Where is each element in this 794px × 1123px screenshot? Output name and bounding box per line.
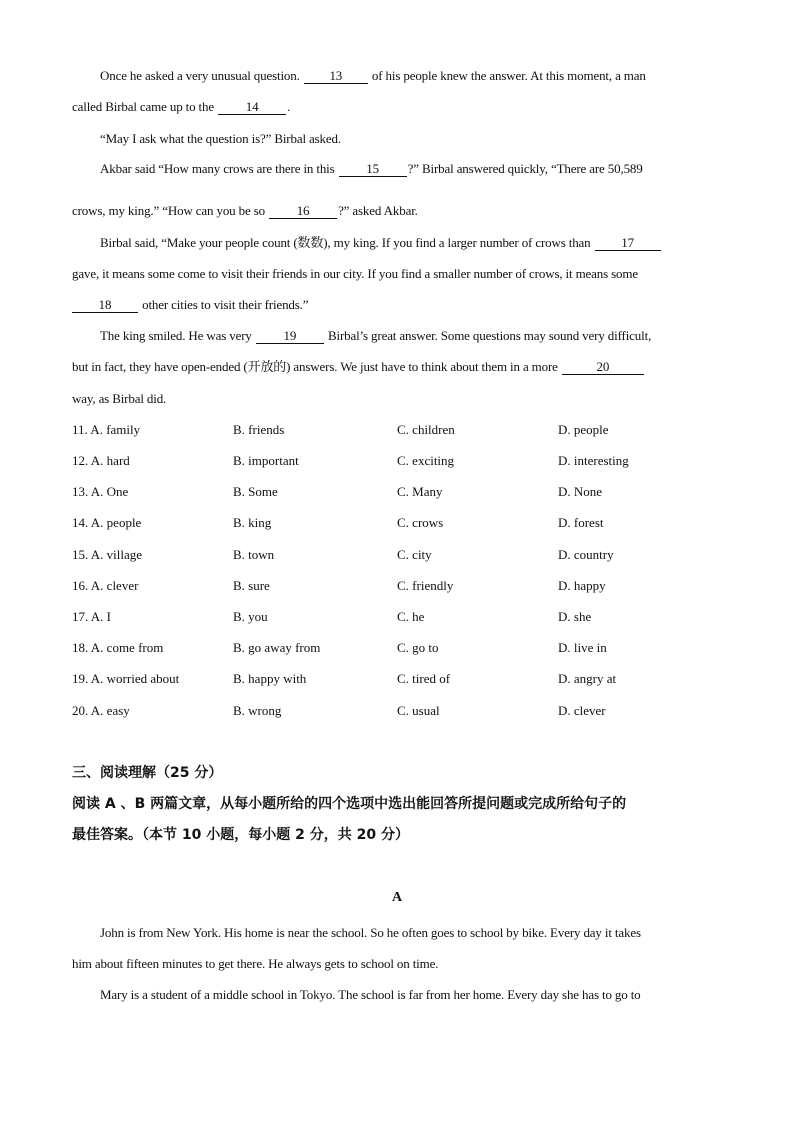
option-d: D. forest — [558, 515, 604, 530]
option-c: C. crows — [397, 515, 444, 530]
option-b: B. wrong — [233, 703, 282, 718]
option-a: 11. A. family — [72, 422, 141, 437]
passage-line-8 — [72, 296, 722, 314]
text: but in fact, they have open-ended (开放的) answers. We just have to think about them in a more — [72, 359, 561, 374]
option-d: D. happy — [558, 578, 606, 593]
passage-line-1 — [100, 67, 720, 85]
options-row-15 — [72, 546, 722, 564]
option-c: C. friendly — [397, 578, 454, 593]
option-c: C. go to — [397, 640, 439, 655]
option-c: C. Many — [397, 484, 443, 499]
options-row-14 — [72, 514, 722, 532]
option-d: D. country — [558, 547, 614, 562]
section-instruction-line-2: 最佳答案。（本节 10 小题，每小题 2 分，共 20 分） — [72, 827, 409, 843]
option-b: B. happy with — [233, 671, 307, 686]
option-a: 12. A. hard — [72, 453, 130, 468]
option-d: D. people — [558, 422, 609, 437]
option-b: B. you — [233, 609, 268, 624]
option-b: B. important — [233, 453, 299, 468]
option-a: 15. A. village — [72, 547, 143, 562]
option-c: C. exciting — [397, 453, 455, 468]
passage-line-7: gave, it means some come to visit their friends in our city. If you find a smaller number of crows, it means some — [72, 266, 638, 281]
blank-17: 17 — [595, 235, 661, 251]
option-b: B. go away from — [233, 640, 321, 655]
section-title: 三、阅读理解（25 分） — [72, 765, 223, 781]
options-row-11 — [72, 421, 722, 439]
option-a: 19. A. worried about — [72, 671, 180, 686]
option-c: C. he — [397, 609, 425, 624]
option-d: D. angry at — [558, 671, 617, 686]
text: ?” Birbal answered quickly, “There are 50,589 — [407, 161, 643, 176]
option-b: B. friends — [233, 422, 285, 437]
passage-title-a: A — [391, 890, 403, 905]
option-a: 20. A. easy — [72, 703, 130, 718]
blank-14: 14 — [218, 99, 286, 115]
passage-line-9 — [100, 327, 720, 345]
option-d: D. interesting — [558, 453, 629, 468]
text: Once he asked a very unusual question. — [100, 68, 303, 83]
blank-15: 15 — [339, 161, 407, 177]
passage-line-5 — [72, 202, 722, 220]
passage-line-3: “May I ask what the question is?” Birbal asked. — [100, 131, 341, 146]
blank-13: 13 — [304, 68, 368, 84]
text: Birbal’s great answer. Some questions may sound very difficult, — [324, 328, 652, 343]
reading-a-line-2: him about fifteen minutes to get there. He always gets to school on time. — [72, 956, 439, 971]
options-row-18 — [72, 639, 722, 657]
text: Akbar said “How many crows are there in this — [100, 161, 338, 176]
text: called Birbal came up to the — [72, 99, 218, 114]
option-a: 16. A. clever — [72, 578, 139, 593]
options-row-19 — [72, 670, 722, 688]
options-row-20 — [72, 702, 722, 720]
option-d: D. she — [558, 609, 592, 624]
text: other cities to visit their friends.” — [139, 297, 309, 312]
option-b: B. town — [233, 547, 275, 562]
passage-line-6 — [100, 234, 720, 252]
option-d: D. None — [558, 484, 603, 499]
blank-18: 18 — [72, 297, 138, 313]
option-a: 13. A. One — [72, 484, 129, 499]
option-b: B. sure — [233, 578, 270, 593]
text: ?” asked Akbar. — [338, 203, 418, 218]
text: crows, my king.” “How can you be so — [72, 203, 269, 218]
option-c: C. tired of — [397, 671, 451, 686]
passage-line-10 — [72, 358, 722, 376]
option-a: 17. A. I — [72, 609, 111, 624]
passage-line-2 — [72, 98, 722, 116]
text: The king smiled. He was very — [100, 328, 255, 343]
text: Birbal said, “Make your people count (数数), my king. If you find a larger number of crows than — [100, 235, 594, 250]
blank-19: 19 — [256, 328, 324, 344]
option-a: 14. A. people — [72, 515, 142, 530]
option-d: D. clever — [558, 703, 606, 718]
option-b: B. king — [233, 515, 272, 530]
option-a: 18. A. come from — [72, 640, 164, 655]
blank-20: 20 — [562, 359, 644, 375]
reading-a-line-1: John is from New York. His home is near the school. So he often goes to school by bike. Every day it takes — [100, 925, 641, 940]
passage-line-4 — [100, 160, 720, 178]
option-b: B. Some — [233, 484, 278, 499]
text: . — [287, 99, 291, 114]
options-row-16 — [72, 577, 722, 595]
options-row-12 — [72, 452, 722, 470]
reading-a-line-3: Mary is a student of a middle school in Tokyo. The school is far from her home. Every day she has to go to — [100, 987, 641, 1002]
section-instruction-line-1: 阅读 A 、B 两篇文章，从每小题所给的四个选项中选出能回答所提问题或完成所给句子的 — [72, 796, 627, 812]
text: of his people knew the answer. At this moment, a man — [368, 68, 646, 83]
options-row-13 — [72, 483, 722, 501]
passage-line-11: way, as Birbal did. — [72, 391, 167, 406]
option-c: C. city — [397, 547, 432, 562]
option-c: C. children — [397, 422, 455, 437]
option-d: D. live in — [558, 640, 607, 655]
options-row-17 — [72, 608, 722, 626]
blank-16: 16 — [269, 203, 337, 219]
option-c: C. usual — [397, 703, 440, 718]
